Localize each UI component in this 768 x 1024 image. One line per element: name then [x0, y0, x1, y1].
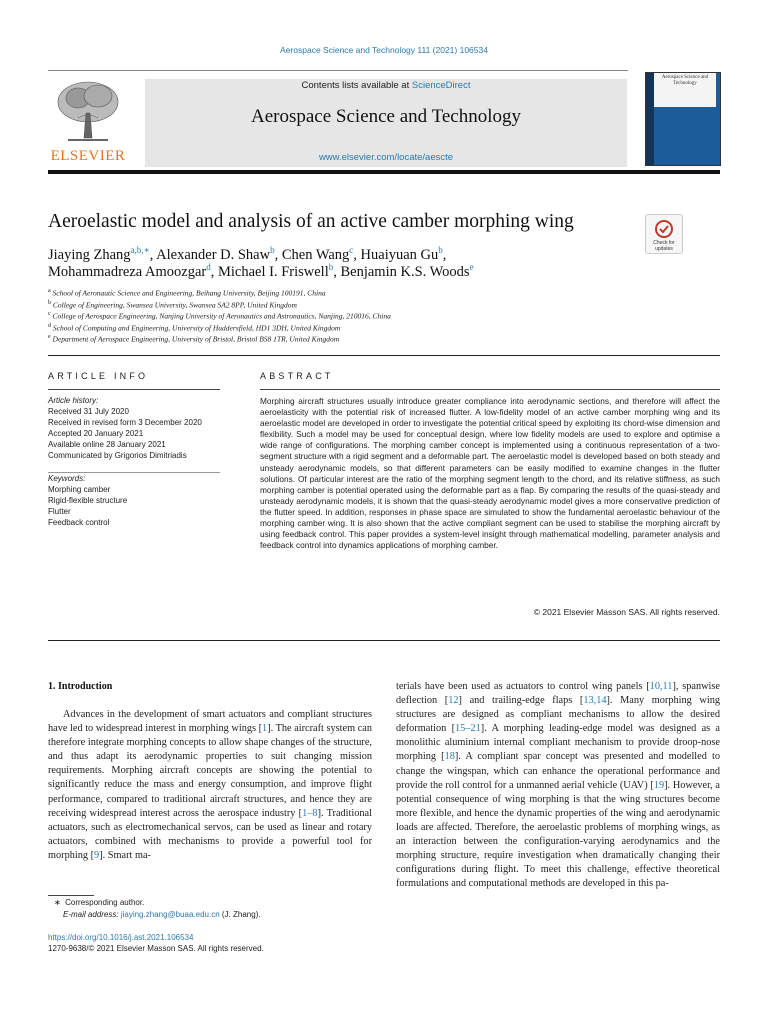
keyword: Morphing camber: [48, 485, 111, 494]
affiliation-text: Department of Aerospace Engineering, University of Bristol, Bristol BS8 1TR, United Kingdom: [50, 334, 340, 344]
abstract-heading: ABSTRACT: [260, 371, 334, 381]
affiliation-marker: c: [48, 311, 51, 317]
intro-left-column: Advances in the development of smart actuators and compliant structures have led to widespread interest in morphing wings [1]. The aircraft system can therefore integrate morphing concepts to allow shape changes of the structure, and thus adapt its aerodynamic properties to suit changing mission requirements. Morphing aircraft concepts are showing the potential to significantly reduce the mass and energy consumption, and improve flight performance, compared to traditional aircraft structures, and hence they are receiving widespread interest across the aerospace industry [1–8]. Traditional actuators, such as electromechanical servos, can be used as linear and rotary actuators, combined with mechanisms to provide a powerful tool for morphing [9]. Smart ma-: [48, 709, 372, 861]
citation-link[interactable]: 1–8: [302, 807, 318, 819]
email-link[interactable]: jiaying.zhang@buaa.edu.cn: [120, 910, 220, 919]
history-entry: Communicated by Grigorios Dimitriadis: [48, 451, 187, 460]
author-name[interactable]: Jiaying Zhang: [48, 246, 131, 263]
affiliation-text: College of Aerospace Engineering, Nanjing University of Aeronautics and Astronautics, Nanjing, 210016, China: [50, 311, 391, 321]
affiliation-text: School of Computing and Engineering, University of Huddersfield, HD1 3DH, United Kingdom: [51, 323, 341, 332]
affiliation-marker: a: [48, 288, 51, 294]
affiliation-line: [48, 323, 340, 333]
affiliation-marker: d: [48, 322, 51, 329]
citation-link[interactable]: 1: [262, 723, 268, 735]
check-for-updates-badge[interactable]: [645, 214, 683, 254]
author-affiliation-marker[interactable]: b: [270, 245, 275, 255]
author-name[interactable]: Mohammadreza Amoozgar: [48, 263, 207, 280]
citation-link[interactable]: 13,14: [583, 695, 607, 707]
affiliation-text: College of Engineering, Swansea University, Swansea SA2 8PP, United Kingdom: [51, 300, 297, 309]
contents-line: [145, 80, 627, 91]
authors-line-2: [48, 262, 474, 281]
abstract-text: Morphing aircraft structures usually introduce greater compliance into aerodynamic sections, and therefore will affect the aeroelasticity with the potential risk of increased flutter. A low-fidelity model of an active camber morphing wing and its aeroelastic model are developed in order to investigate the potential critical speed by exploiting its chord-wise dimension and flexibility. Such a model may be used for conceptual design, where low fidelity models are used to explore and optimise a wide range of configurations. The morphing camber concept is implemented using a continuous representation of a two-segment structure with a rigid segment and a deformable part. The aeroelastic model is developed based on both steady and unsteady aerodynamic models, so that different parameters can be easily modified to examine changes in the flutter solutions. Of particular interest are the ratio of the morphing segment length to the chord, and its relative stiffness, as such morphing camber is potential operated using the deformable part as a flap. By comparing the results of the quasi-steady and unsteady aerodynamic models, it is shown that the quasi-steady aerodynamic model gives a more conservative prediction of the flutter speed. In addition, responses in phase space are simulated to show the fundamental aeroelastic behaviour of the morphing camber wing. It is also shown that the active compliant segment can be used to stabilise the morphing aircraft by using feedback control. This paper provides a system-level insight through mathematical modelling, parameter analysis and feedback control into dynamics applications of morphing camber.: [260, 396, 720, 551]
citation-link[interactable]: 10,11: [649, 681, 673, 692]
front-matter-divider: [48, 355, 720, 356]
contents-prefix: Contents lists available at: [301, 80, 412, 91]
issn-copyright: 1270-9638/© 2021 Elsevier Masson SAS. All rights reserved.: [48, 944, 264, 953]
affiliation-marker: e: [48, 334, 51, 340]
author-name[interactable]: , Alexander D. Shaw: [149, 246, 271, 263]
author-affiliation-marker[interactable]: c: [349, 245, 354, 255]
affiliation-line: [48, 311, 391, 321]
history-label: Article history:: [48, 396, 99, 405]
history-entry: Received in revised form 3 December 2020: [48, 418, 202, 427]
article-info-rule: [48, 389, 220, 390]
corresponding-author-note: [54, 898, 144, 907]
journal-reference[interactable]: Aerospace Science and Technology 111 (2021) 106534: [280, 45, 488, 55]
citation-link[interactable]: 9: [94, 849, 100, 861]
svg-text:Check for: Check for: [653, 240, 675, 246]
top-rule: [48, 70, 628, 71]
author-name[interactable]: , Chen Wang: [274, 246, 350, 263]
keyword: Rigid-flexible structure: [48, 496, 128, 505]
footnote-rule: [48, 895, 94, 896]
history-entry: Accepted 20 January 2021: [48, 429, 144, 438]
corresponding-marker: ∗: [54, 898, 61, 907]
elsevier-wordmark: ELSEVIER: [50, 148, 126, 164]
journal-title: Aerospace Science and Technology: [250, 106, 522, 127]
header-divider: [48, 170, 720, 174]
intro-right-column: terials have been used as actuators to control wing panels [10,11], spanwise deflection [12] and trailing-edge flaps [13,14]. Many morphing wing structures are designed as compliant mechanisms to allow the desired deformation [15–21]. A morphing leading-edge model was designed as a monolithic aluminium internal compliant mechanism to provide droop-nose morphing [18]. A compliant spar concept was presented and modelled to change the wingspan, which can enhance the operational performance and provide the roll control for a unmanned aerial vehicle (UAV) [19]. However, a potential consequence of wing morphing is that the wing structures become more flexible, and hence the dynamic properties of the wing and aerodynamic loads are affected. Therefore, the aeroelastic problems of morphing wings, as an interaction between the configuration-varying aerodynamics and the morphing structure, require investigation when dramatically changing their configurations during flight. To meet this challenge, effective theoretical formulations and computational methods are developed in this pa-: [396, 681, 721, 890]
citation-link[interactable]: 15–21: [455, 723, 481, 735]
email-label: E-mail address:: [63, 910, 119, 919]
author-name[interactable]: , Michael I. Friswell: [210, 263, 329, 280]
affiliation-line: [48, 334, 339, 344]
affiliation-line: [48, 300, 297, 310]
keyword: Flutter: [48, 507, 71, 516]
journal-homepage-link[interactable]: www.elsevier.com/locate/aescte: [318, 152, 454, 163]
email-suffix: (J. Zhang).: [219, 910, 261, 919]
cover-title: Aerospace Science and Technology: [661, 75, 709, 86]
email-note: [63, 910, 261, 919]
author-name[interactable]: ,: [442, 246, 447, 263]
doi-link[interactable]: https://doi.org/10.1016/j.ast.2021.106534: [48, 933, 194, 942]
affiliation-marker: b: [48, 299, 51, 306]
affiliation-line: [48, 288, 326, 298]
keyword: Feedback control: [48, 518, 110, 527]
authors-line-1: [48, 245, 446, 264]
citation-link[interactable]: 18: [444, 751, 455, 763]
affiliation-text: School of Aeronautic Science and Engineering, Beihang University, Beijing 100191, China: [50, 288, 326, 298]
author-affiliation-marker[interactable]: b: [328, 262, 334, 272]
history-entry: Received 31 July 2020: [48, 407, 129, 416]
sciencedirect-link[interactable]: ScienceDirect: [411, 80, 471, 91]
article-info-heading: ARTICLE INFO: [48, 371, 149, 381]
keywords-rule: [48, 472, 220, 473]
paper-title: Aeroelastic model and analysis of an active camber morphing wing: [48, 211, 574, 232]
svg-text:updates: updates: [655, 246, 673, 252]
body-divider: [48, 640, 720, 641]
citation-link[interactable]: 12: [448, 695, 459, 707]
citation-link[interactable]: 19: [653, 779, 665, 791]
journal-cover-thumbnail[interactable]: [645, 72, 721, 166]
keywords-label: Keywords:: [48, 474, 86, 483]
author-affiliation-marker[interactable]: e: [469, 262, 474, 272]
abstract-copyright: © 2021 Elsevier Masson SAS. All rights reserved.: [533, 607, 720, 617]
history-entry: Available online 28 January 2021: [48, 440, 166, 449]
author-affiliation-marker[interactable]: a,b,∗: [130, 245, 150, 255]
author-affiliation-marker[interactable]: d: [206, 262, 211, 272]
abstract-rule: [260, 389, 720, 390]
corresponding-text: Corresponding author.: [65, 898, 145, 907]
author-affiliation-marker[interactable]: b: [438, 245, 443, 255]
author-name[interactable]: , Benjamin K.S. Woods: [333, 263, 470, 280]
cover-spine: [646, 73, 654, 165]
section-heading-introduction: 1. Introduction: [48, 681, 113, 692]
author-name[interactable]: , Huaiyuan Gu: [353, 246, 439, 263]
